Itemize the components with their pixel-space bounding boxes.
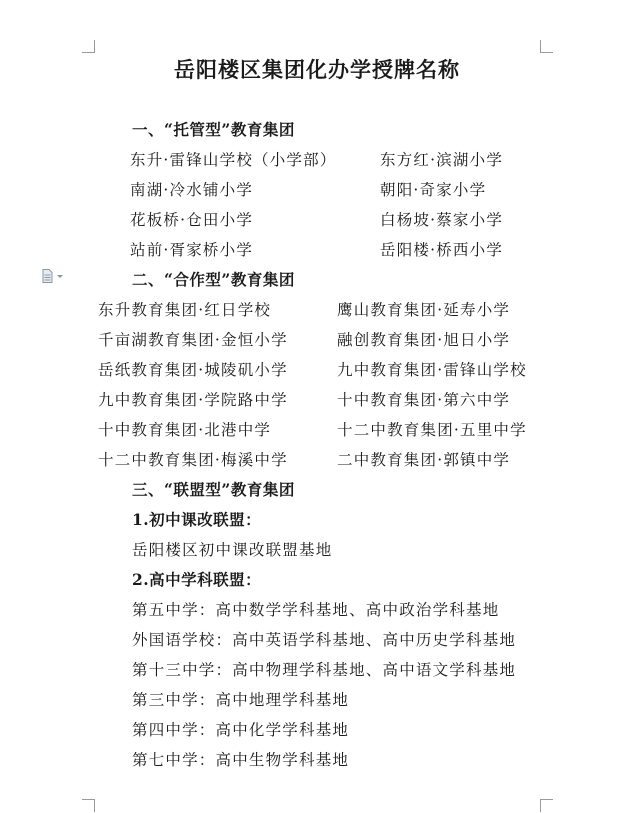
- s1-row3-left: 花板桥·仓田小学: [130, 211, 254, 229]
- crop-mark-bottom-right: [540, 799, 553, 812]
- s3-sub1-item1: 岳阳楼区初中课改联盟基地: [132, 541, 333, 559]
- s1-row2-left: 南湖·冷水铺小学: [130, 181, 254, 199]
- document-icon[interactable]: [42, 268, 64, 282]
- s2-row5-right: 十二中教育集团·五里中学: [337, 421, 527, 439]
- s1-row1-right: 东方红·滨湖小学: [380, 151, 504, 169]
- s3-sub2-item5: 第四中学：高中化学学科基地: [132, 721, 350, 739]
- s2-row3-right: 九中教育集团·雷锋山学校: [337, 361, 527, 379]
- section3-sub2-heading: 2.高中学科联盟：: [132, 570, 262, 589]
- s2-row2-left: 千亩湖教育集团·金恒小学: [98, 331, 288, 349]
- s2-row1-right: 鹰山教育集团·延寿小学: [337, 301, 511, 319]
- s1-row2-right: 朝阳·奇家小学: [380, 181, 487, 199]
- s3-sub2-item6: 第七中学：高中生物学科基地: [132, 751, 350, 769]
- page-title: 岳阳楼区集团化办学授牌名称: [174, 57, 460, 82]
- s3-sub2-item4: 第三中学：高中地理学科基地: [132, 691, 350, 709]
- s1-row4-right: 岳阳楼·桥西小学: [380, 241, 504, 259]
- s2-row5-left: 十中教育集团·北港中学: [98, 421, 272, 439]
- crop-mark-top-right: [540, 40, 553, 53]
- s2-row6-left: 十二中教育集团·梅溪中学: [98, 451, 288, 469]
- s1-row4-left: 站前·胥家桥小学: [130, 241, 254, 259]
- section1-heading: 一、“托管型”教育集团: [132, 120, 295, 139]
- s3-sub2-item2: 外国语学校：高中英语学科基地、高中历史学科基地: [132, 631, 517, 649]
- crop-mark-bottom-left: [82, 799, 95, 812]
- s2-row4-left: 九中教育集团·学院路中学: [98, 391, 288, 409]
- s1-row1-left: 东升·雷锋山学校（小学部）: [130, 151, 337, 169]
- s3-sub2-item3: 第十三中学：高中物理学科基地、高中语文学科基地: [132, 661, 517, 679]
- section2-heading: 二、“合作型”教育集团: [132, 270, 295, 289]
- s1-row3-right: 白杨坡·蔡家小学: [380, 211, 504, 229]
- s2-row2-right: 融创教育集团·旭日小学: [337, 331, 511, 349]
- s2-row1-left: 东升教育集团·红日学校: [98, 301, 272, 319]
- s3-sub2-item1: 第五中学：高中数学学科基地、高中政治学科基地: [132, 601, 500, 619]
- section3-heading: 三、“联盟型”教育集团: [132, 480, 295, 499]
- s2-row4-right: 十中教育集团·第六中学: [337, 391, 511, 409]
- s2-row6-right: 二中教育集团·郭镇中学: [337, 451, 511, 469]
- section3-sub1-heading: 1.初中课改联盟：: [132, 510, 262, 529]
- crop-mark-top-left: [82, 40, 95, 53]
- s2-row3-left: 岳纸教育集团·城陵矶小学: [98, 361, 288, 379]
